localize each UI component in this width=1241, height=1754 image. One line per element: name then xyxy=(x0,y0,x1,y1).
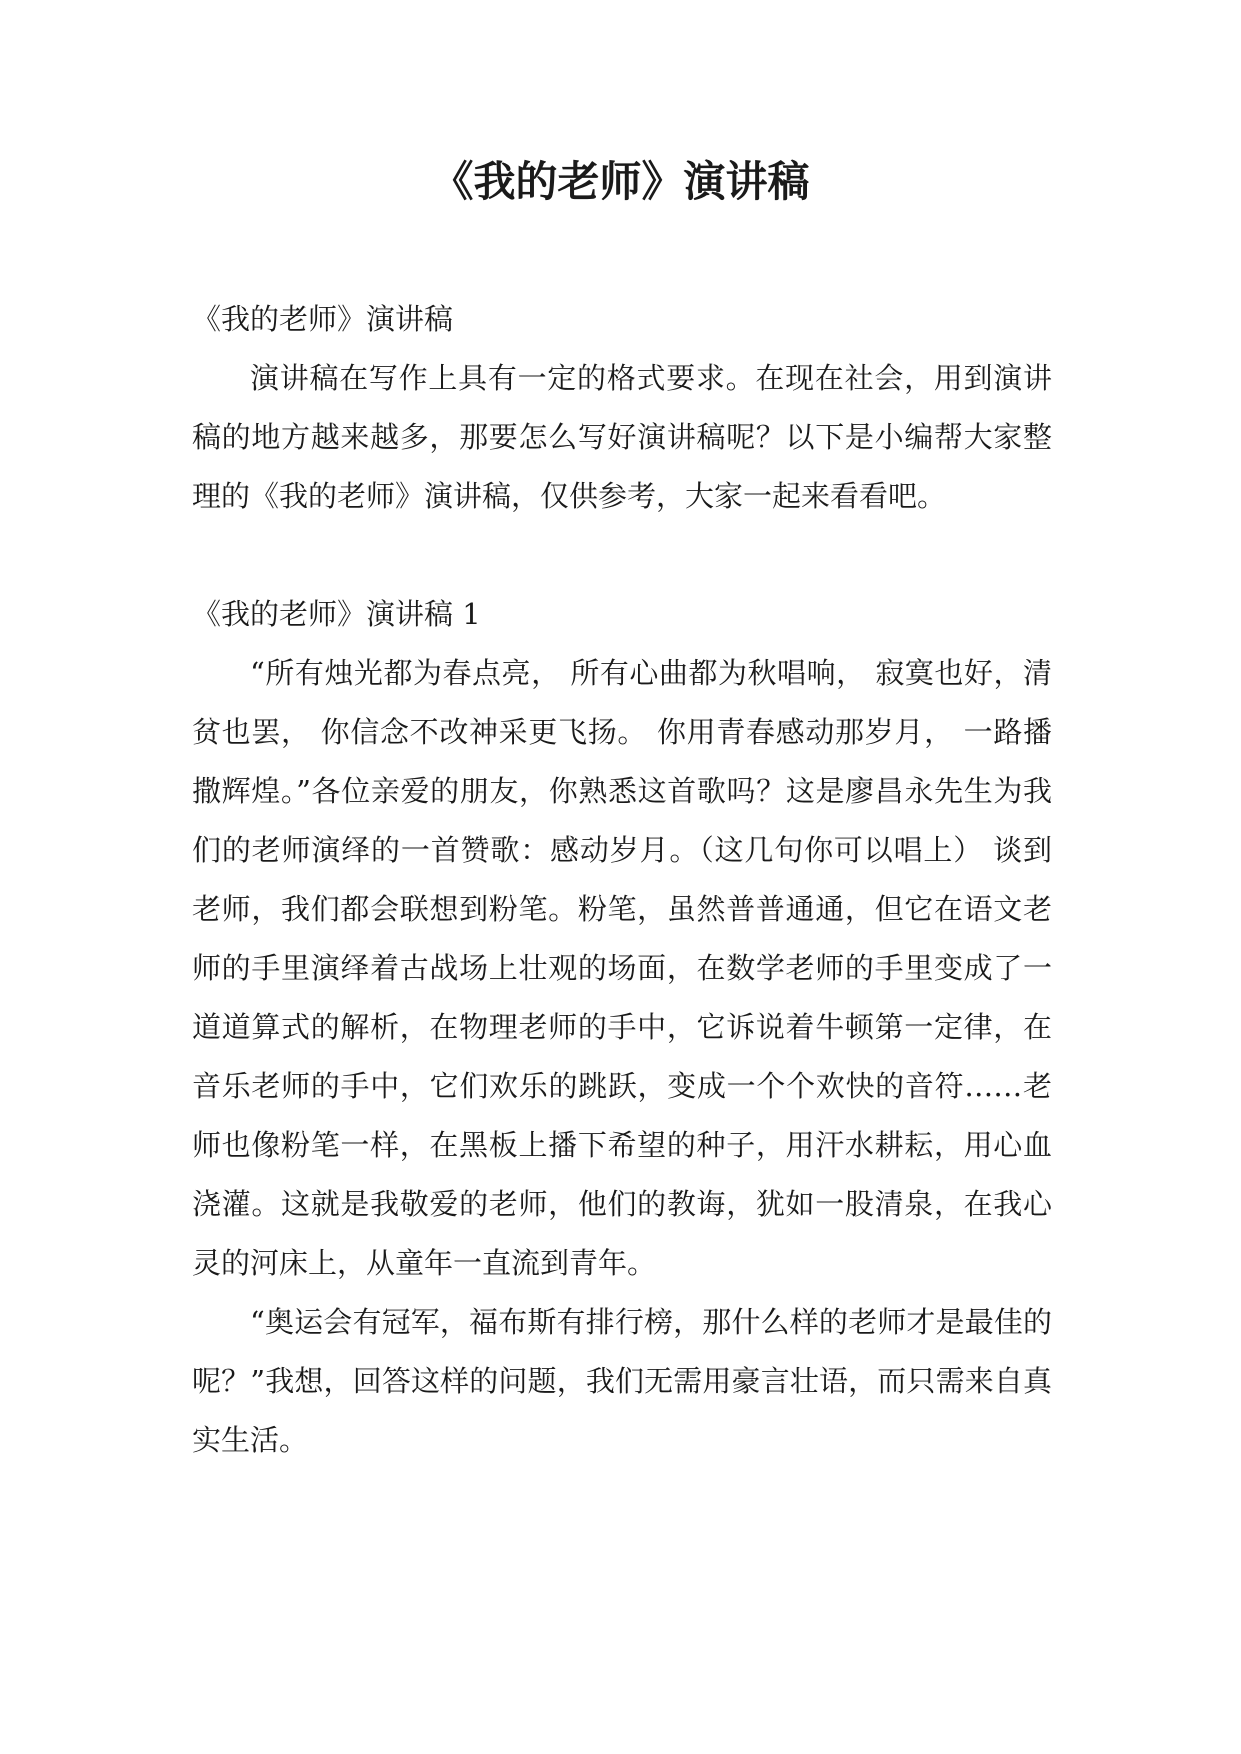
document-body xyxy=(192,290,1052,1470)
section1-paragraph-1: “所有烛光都为春点亮， 所有心曲都为秋唱响， 寂寞也好，清贫也罢， 你信念不改神采更飞扬。 你用青春感动那岁月， 一路播撒辉煌。”各位亲爱的朋友，你熟悉这首歌吗？这是廖昌永先生为我们的老师演绎的一首赞歌：感动岁月。（这几句你可以唱上） 谈到老师，我们都会联想到粉笔。粉笔，虽然普普通通，但它在语文老师的手里演绎着古战场上壮观的场面，在数学老师的手里变成了一道道算式的解析，在物理老师的手中，它诉说着牛顿第一定律，在音乐老师的手中，它们欢乐的跳跃，变成一个个欢快的音符……老师也像粉笔一样，在黑板上播下希望的种子，用汗水耕耘，用心血浇灌。这就是我敬爱的老师，他们的教诲，犹如一股清泉，在我心灵的河床上，从童年一直流到青年。 xyxy=(192,656,1052,1280)
intro-paragraph: 演讲稿在写作上具有一定的格式要求。在现在社会，用到演讲稿的地方越来越多，那要怎么写好演讲稿呢？以下是小编帮大家整理的《我的老师》演讲稿，仅供参考，大家一起来看看吧。 xyxy=(192,361,1052,513)
intro-heading: 《我的老师》演讲稿 xyxy=(192,302,454,336)
section1-paragraph-2: “奥运会有冠军，福布斯有排行榜，那什么样的老师才是最佳的呢？”我想，回答这样的问题，我们无需用豪言壮语，而只需来自真实生活。 xyxy=(192,1305,1052,1457)
section1-heading: 《我的老师》演讲稿 1 xyxy=(192,597,481,631)
section-spacer xyxy=(192,526,1052,585)
document-title: 《我的老师》演讲稿 xyxy=(431,157,810,206)
